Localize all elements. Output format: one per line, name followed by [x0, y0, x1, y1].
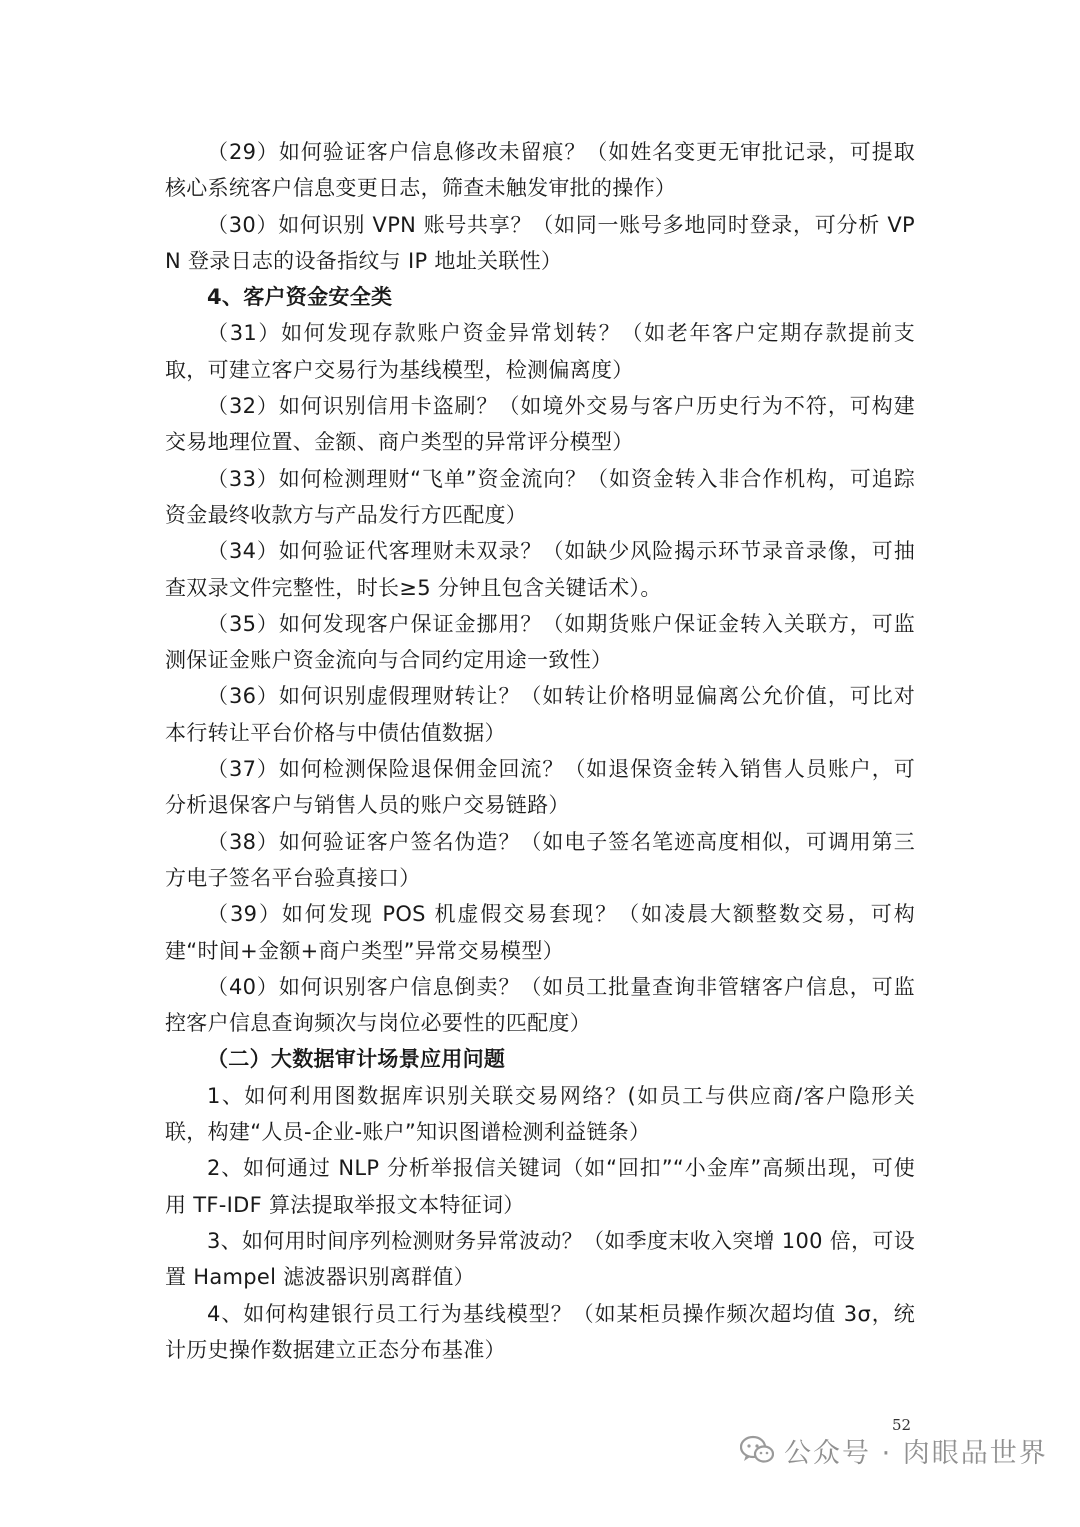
- question-31: （31）如何发现存款账户资金异常划转？（如老年客户定期存款提前支取，可建立客户交易行为基线模型，检测偏离度）: [165, 321, 915, 382]
- wechat-icon: [740, 1435, 774, 1465]
- watermark-text: 公众号 · 肉眼品世界: [784, 1437, 1048, 1469]
- section-heading-big-data: （二）大数据审计场景应用问题: [207, 1047, 506, 1072]
- question-35: （35）如何发现客户保证金挪用？（如期货账户保证金转入关联方，可监测保证金账户资金流向与合同约定用途一致性）: [165, 611, 915, 673]
- body-text: [165, 134, 915, 1368]
- section-heading-customer-funds: 4、客户资金安全类: [207, 285, 393, 310]
- question-34: （34）如何验证代客理财未双录？（如缺少风险揭示环节录音录像，可抽查双录文件完整性，时长≥5 分钟且包含关键话术）。: [165, 539, 915, 600]
- big-data-question-2: 2、如何通过 NLP 分析举报信关键词（如“回扣”“小金库”高频出现，可使用 TF-IDF 算法提取举报文本特征词）: [165, 1156, 915, 1217]
- question-38: （38）如何验证客户签名伪造？（如电子签名笔迹高度相似，可调用第三方电子签名平台验真接口）: [165, 829, 915, 890]
- big-data-question-3: 3、如何用时间序列检测财务异常波动？（如季度末收入突增 100 倍，可设置 Hampel 滤波器识别离群值）: [165, 1228, 915, 1290]
- question-37: （37）如何检测保险退保佣金回流？（如退保资金转入销售人员账户，可分析退保客户与销售人员的账户交易链路）: [165, 757, 915, 818]
- big-data-question-1: 1、如何利用图数据库识别关联交易网络？(如员工与供应商/客户隐形关联，构建“人员-企业-账户”知识图谱检测利益链条）: [165, 1083, 915, 1145]
- question-40: （40）如何识别客户信息倒卖？（如员工批量查询非管辖客户信息，可监控客户信息查询频次与岗位必要性的匹配度）: [165, 974, 915, 1036]
- big-data-question-4: 4、如何构建银行员工行为基线模型？（如某柜员操作频次超均值 3σ，统计历史操作数据建立正态分布基准）: [165, 1301, 915, 1362]
- page-number: 52: [892, 1416, 912, 1434]
- question-32: （32）如何识别信用卡盗刷？（如境外交易与客户历史行为不符，可构建交易地理位置、金额、商户类型的异常评分模型）: [165, 394, 915, 455]
- watermark: [740, 1428, 1048, 1472]
- question-36: （36）如何识别虚假理财转让？（如转让价格明显偏离公允价值，可比对本行转让平台价格与中债估值数据）: [165, 684, 915, 745]
- question-33: （33）如何检测理财“飞单”资金流向？（如资金转入非合作机构，可追踪资金最终收款方与产品发行方匹配度）: [165, 466, 915, 527]
- question-29: （29）如何验证客户信息修改未留痕？（如姓名变更无审批记录，可提取核心系统客户信息变更日志，筛查未触发审批的操作）: [165, 140, 915, 201]
- question-39: （39）如何发现 POS 机虚假交易套现？（如凌晨大额整数交易，可构建“时间+金额+商户类型”异常交易模型）: [165, 902, 915, 963]
- question-30: （30）如何识别 VPN 账号共享？（如同一账号多地同时登录，可分析 VPN 登录日志的设备指纹与 IP 地址关联性）: [165, 212, 915, 273]
